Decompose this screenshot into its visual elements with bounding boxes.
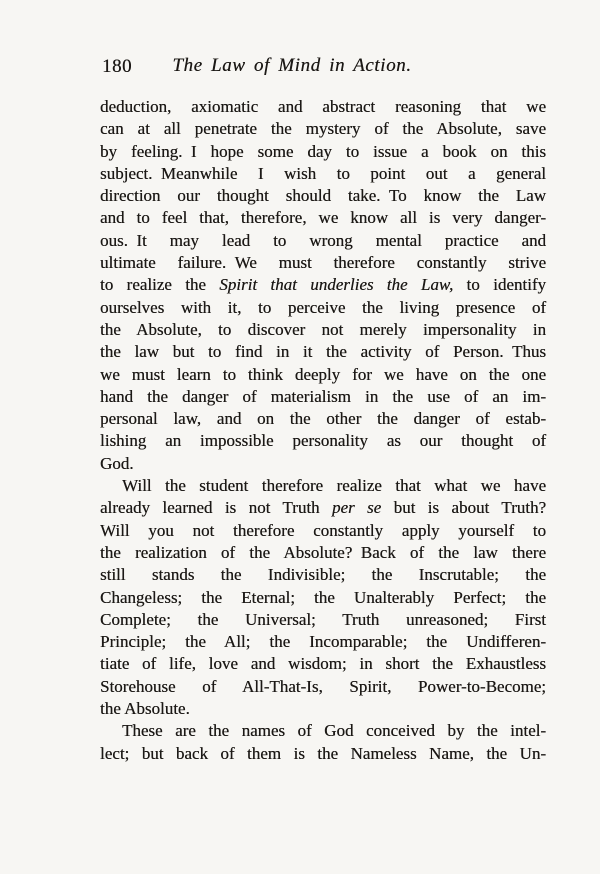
text-line	[100, 720, 546, 742]
text-line	[100, 386, 546, 408]
text-line	[100, 118, 546, 140]
text-line	[100, 230, 546, 252]
text-segment: and to feel that, therefore, we know all is very danger-	[100, 208, 546, 228]
text-line	[100, 274, 546, 296]
text-segment: hand the danger of materialism in the use of an im-	[100, 386, 546, 406]
text-line	[100, 408, 546, 430]
text-segment: the law but to find in it the activity of Person. Thus	[100, 342, 546, 362]
text-line	[100, 341, 546, 363]
text-line	[100, 676, 546, 698]
text-line	[100, 631, 546, 653]
text-segment: Will you not therefore constantly apply yourself to	[100, 520, 546, 540]
text-line	[100, 163, 546, 185]
text-segment: lect; but back of them is the Nameless Name, the Un-	[100, 743, 546, 763]
text-segment: to realize the	[100, 275, 220, 295]
text-line	[100, 453, 546, 475]
text-segment: Will the student therefore realize that what we have	[122, 476, 546, 496]
text-line	[100, 297, 546, 319]
text-segment: can at all penetrate the mystery of the Absolute, save	[100, 119, 546, 139]
text-segment: Storehouse of All-That-Is, Spirit, Power-to-Become;	[100, 676, 546, 696]
text-segment: lishing an impossible personality as our thought of	[100, 431, 546, 451]
text-segment: already learned is not Truth	[100, 498, 332, 518]
text-line	[100, 96, 546, 118]
text-segment: to identify	[453, 275, 546, 295]
text-line	[100, 141, 546, 163]
text-segment: by feeling. I hope some day to issue a book on this	[100, 141, 546, 161]
running-title: The Law of Mind in Action.	[172, 55, 412, 76]
text-segment: the Absolute, to discover not merely impersonality in	[100, 319, 546, 339]
text-segment: still stands the Indivisible; the Inscrutable; the	[100, 565, 546, 585]
text-segment: subject. Meanwhile I wish to point out a general	[100, 163, 546, 183]
italic-text: Spirit that underlies the Law,	[219, 275, 454, 295]
text-line	[100, 185, 546, 207]
text-segment: we must learn to think deeply for we have on the one	[100, 364, 546, 384]
text-segment: the Absolute.	[100, 699, 190, 719]
text-line	[100, 475, 546, 497]
text-segment: the realization of the Absolute? Back of the law there	[100, 542, 546, 562]
text-segment: God.	[100, 453, 134, 473]
text-segment: personal law, and on the other the danger of estab-	[100, 409, 546, 429]
text-line	[100, 609, 546, 631]
page-header	[100, 55, 546, 81]
text-line	[100, 698, 546, 720]
text-line	[100, 587, 546, 609]
text-segment: ous. It may lead to wrong mental practice and	[100, 230, 546, 250]
page-body	[100, 96, 546, 765]
text-line	[100, 319, 546, 341]
text-segment: tiate of life, love and wisdom; in short the Exhaustless	[100, 654, 546, 674]
text-line	[100, 743, 546, 765]
text-segment: Complete; the Universal; Truth unreasoned; First	[100, 609, 546, 629]
text-line	[100, 364, 546, 386]
text-line	[100, 653, 546, 675]
text-segment: ultimate failure. We must therefore constantly strive	[100, 253, 546, 273]
text-line	[100, 542, 546, 564]
text-line	[100, 497, 546, 519]
text-line	[100, 430, 546, 452]
text-segment: ourselves with it, to perceive the living presence of	[100, 297, 546, 317]
text-line	[100, 207, 546, 229]
italic-text: per se	[331, 498, 382, 518]
text-segment: deduction, axiomatic and abstract reasoning that we	[100, 97, 546, 116]
text-segment: Changeless; the Eternal; the Unalterably Perfect; the	[100, 587, 546, 607]
text-line	[100, 520, 546, 542]
text-segment: but is about Truth?	[381, 498, 546, 518]
text-line	[100, 252, 546, 274]
text-segment: direction our thought should take. To know the Law	[100, 186, 546, 206]
page-number: 180	[102, 56, 132, 77]
text-segment: These are the names of God conceived by the intel-	[122, 721, 546, 741]
text-line	[100, 564, 546, 586]
text-segment: Principle; the All; the Incomparable; the Undifferen-	[100, 632, 546, 652]
